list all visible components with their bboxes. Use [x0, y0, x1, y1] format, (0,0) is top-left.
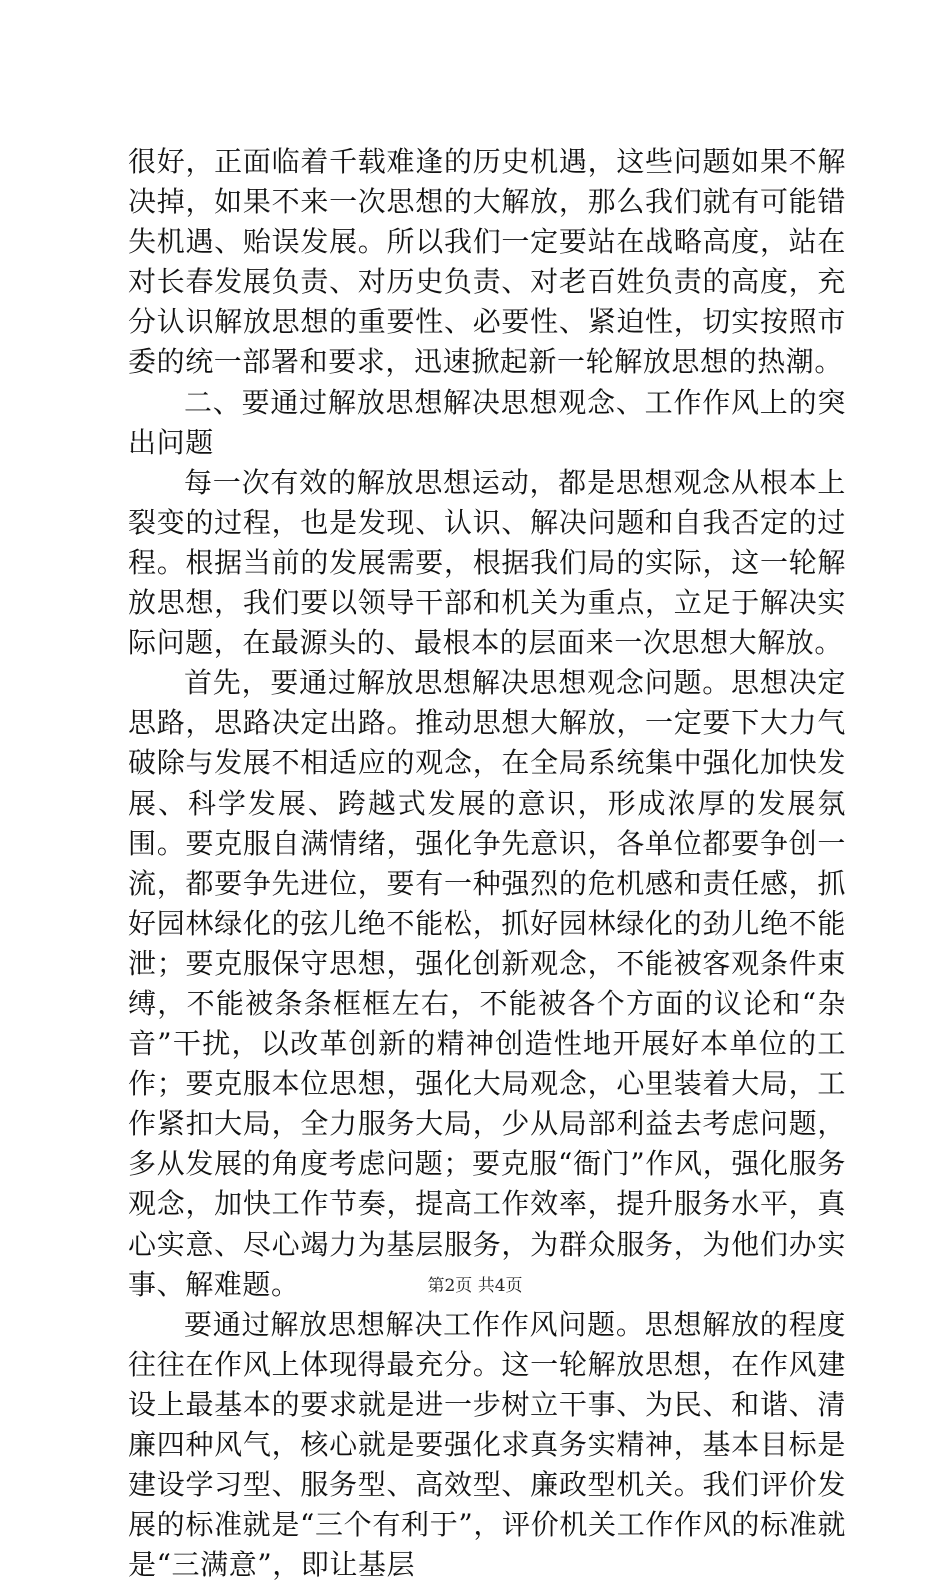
paragraph-continuation: 很好，正面临着千载难逢的历史机遇，这些问题如果不解决掉，如果不来一次思想的大解放，那么我们就有可能错失机遇、贻误发展。所以我们一定要站在战略高度，站在对长春发展负责、对历史负责、对老百姓负责的高度，充分认识解放思想的重要性、必要性、紧迫性，切实按照市委的统一部署和要求，迅速掀起新一轮解放思想的热潮。 [128, 145, 846, 379]
paragraph: 每一次有效的解放思想运动，都是思想观念从根本上裂变的过程，也是发现、认识、解决问题和自我否定的过程。根据当前的发展需要，根据我们局的实际，这一轮解放思想，我们要以领导干部和机关为重点，立足于解决实际问题，在最源头的、最根本的层面来一次思想大解放。 [128, 465, 846, 660]
section-heading: 二、要通过解放思想解决思想观念、工作作风上的突出问题 [128, 385, 846, 459]
body-text [128, 142, 846, 1585]
paragraph: 要通过解放思想解决工作作风问题。思想解放的程度往往在作风上体现得最充分。这一轮解放思想，在作风建设上最基本的要求就是进一步树立干事、为民、和谐、清廉四种风气，核心就是要强化求真务实精神，基本目标是建设学习型、服务型、高效型、廉政型机关。我们评价发展的标准就是“三个有利于”，评价机关工作作风的标准就是“三满意”，即让基层 [128, 1307, 846, 1582]
paragraph: 首先，要通过解放思想解决思想观念问题。思想决定思路，思路决定出路。推动思想大解放，一定要下大力气破除与发展不相适应的观念，在全局系统集中强化加快发展、科学发展、跨越式发展的意识，形成浓厚的发展氛围。要克服自满情绪，强化争先意识，各单位都要争创一流，都要争先进位，要有一种强烈的危机感和责任感，抓好园林绿化的弦儿绝不能松，抓好园林绿化的劲儿绝不能泄；要克服保守思想，强化创新观念，不能被客观条件束缚，不能被条条框框左右，不能被各个方面的议论和“杂音”干扰，以改革创新的精神创造性地开展好本单位的工作；要克服本位思想，强化大局观念，心里装着大局，工作紧扣大局，全力服务大局，少从局部利益去考虑问题，多从发展的角度考虑问题；要克服“衙门”作风，强化服务观念，加快工作节奏，提高工作效率，提升服务水平，真心实意、尽心竭力为基层服务，为群众服务，为他们办实事、解难题。 [128, 666, 846, 1301]
page-footer: 第2页 共4页 [427, 1276, 523, 1296]
